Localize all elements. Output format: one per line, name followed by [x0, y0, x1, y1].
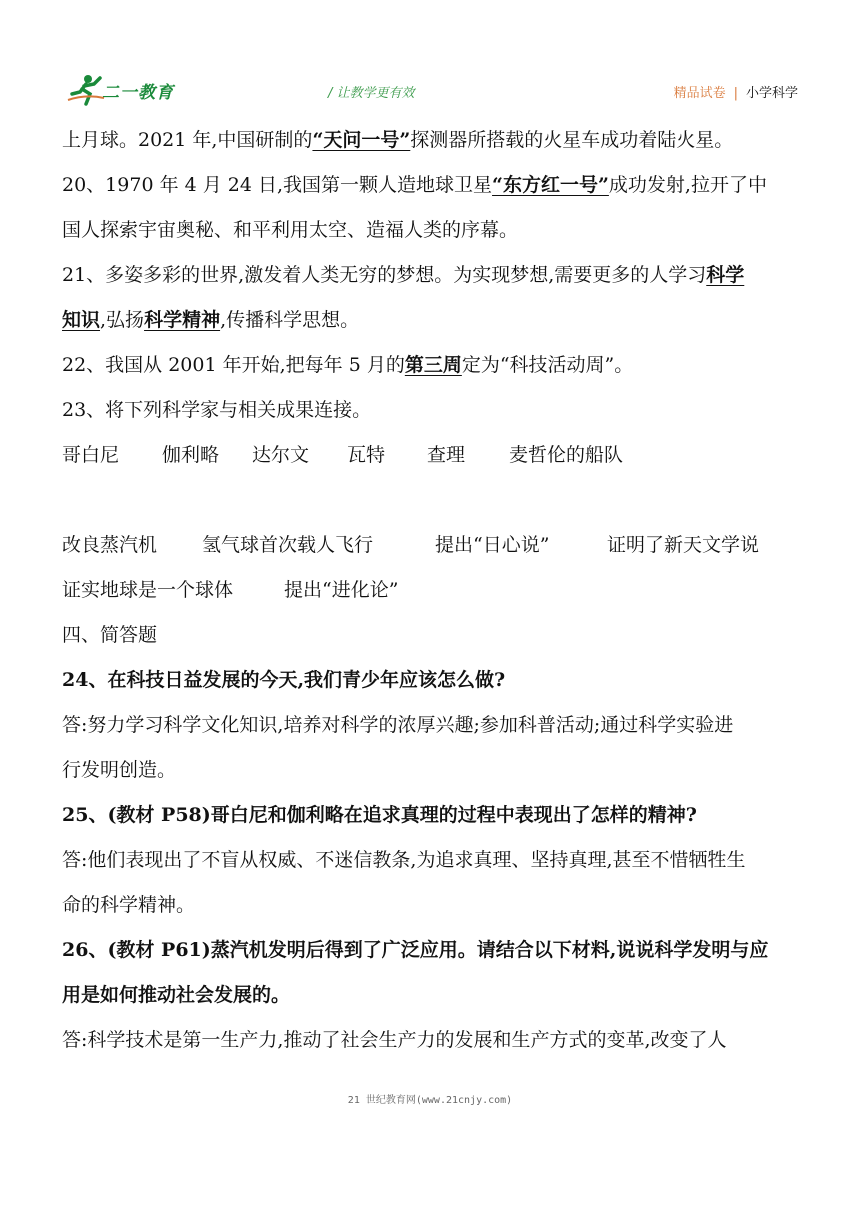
result-list — [62, 568, 802, 613]
logo-text: 二一教育 — [102, 83, 174, 103]
text-line — [62, 118, 802, 163]
slogan: / 让教学更有效 — [328, 86, 415, 101]
answer-underlined: 知识 — [62, 309, 101, 331]
spacer — [62, 478, 802, 523]
scientist-name: 瓦特 — [347, 444, 386, 466]
result-item: 改良蒸汽机 — [62, 534, 158, 556]
question-25: 25、(教材 P58)哥白尼和伽利略在追求真理的过程中表现出了怎样的精神? — [62, 804, 697, 826]
scientist-name: 麦哲伦的船队 — [509, 444, 624, 466]
question-23: 23、将下列科学家与相关成果连接。 — [62, 399, 372, 421]
question-26-cont: 用是如何推动社会发展的。 — [62, 984, 291, 1006]
section-heading: 四、简答题 — [62, 624, 158, 646]
logo — [66, 74, 186, 106]
text-segment: ,传播科学思想。 — [220, 309, 360, 331]
text-line: 国人探索宇宙奥秘、和平利用太空、造福人类的序幕。 — [62, 219, 519, 241]
answer-underlined: 第三周 — [404, 354, 462, 376]
result-item: 证实地球是一个球体 — [62, 579, 234, 601]
answer-underlined: 科学 — [706, 264, 745, 286]
text-segment: ,弘扬 — [100, 309, 145, 331]
result-list — [62, 523, 802, 568]
header-tags — [674, 82, 798, 101]
answer-24-cont: 行发明创造。 — [62, 759, 177, 781]
answer-25: 答:他们表现出了不盲从权威、不迷信教条,为追求真理、坚持真理,甚至不惜牺牲生 — [62, 849, 746, 871]
question-21 — [62, 253, 802, 298]
answer-underlined: “天问一号” — [312, 129, 411, 151]
answer-26: 答:科学技术是第一生产力,推动了社会生产力的发展和生产方式的变革,改变了人 — [62, 1029, 727, 1051]
text-segment: 21、多姿多彩的世界,激发着人类无穷的梦想。为实现梦想,需要更多的人学习 — [62, 264, 707, 286]
text-segment: 20、1970 年 4 月 24 日,我国第一颗人造地球卫星 — [62, 174, 493, 196]
question-20 — [62, 163, 802, 208]
answer-underlined: “东方红一号” — [492, 174, 609, 196]
document-body — [62, 118, 802, 1063]
tag-premium-test: 精品试卷 — [673, 86, 726, 101]
result-item: 提出“进化论” — [284, 579, 399, 601]
text-segment: 探测器所搭载的火星车成功着陆火星。 — [410, 129, 734, 151]
text-line — [62, 298, 802, 343]
answer-25-cont: 命的科学精神。 — [62, 894, 196, 916]
page-footer: 21 世纪教育网(www.21cnjy.com) — [347, 1095, 513, 1106]
question-22 — [62, 343, 802, 388]
runner-logo-icon — [66, 74, 106, 106]
text-segment: 上月球。2021 年,中国研制的 — [62, 129, 313, 151]
text-segment: 定为“科技活动周”。 — [461, 354, 634, 376]
page-header — [0, 66, 860, 116]
text-segment: 成功发射,拉开了中 — [608, 174, 767, 196]
answer-underlined: 科学精神 — [144, 309, 221, 331]
result-item: 证明了新天文学说 — [607, 534, 760, 556]
question-26: 26、(教材 P61)蒸汽机发明后得到了广泛应用。请结合以下材料,说说科学发明与应 — [62, 939, 769, 961]
tag-subject: 小学科学 — [745, 86, 798, 101]
answer-24: 答:努力学习科学文化知识,培养对科学的浓厚兴趣;参加科普活动;通过科学实验进 — [62, 714, 734, 736]
question-24: 24、在科技日益发展的今天,我们青少年应该怎么做? — [62, 669, 506, 691]
tag-separator: | — [733, 86, 738, 101]
scientist-name: 查理 — [427, 444, 466, 466]
result-item: 氢气球首次载人飞行 — [202, 534, 374, 556]
scientist-name: 达尔文 — [252, 444, 310, 466]
scientist-name: 哥白尼 — [62, 444, 120, 466]
text-segment: 22、我国从 2001 年开始,把每年 5 月的 — [62, 354, 405, 376]
scientist-name: 伽利略 — [162, 444, 220, 466]
result-item: 提出“日心说” — [435, 534, 550, 556]
scientist-list — [62, 433, 802, 478]
